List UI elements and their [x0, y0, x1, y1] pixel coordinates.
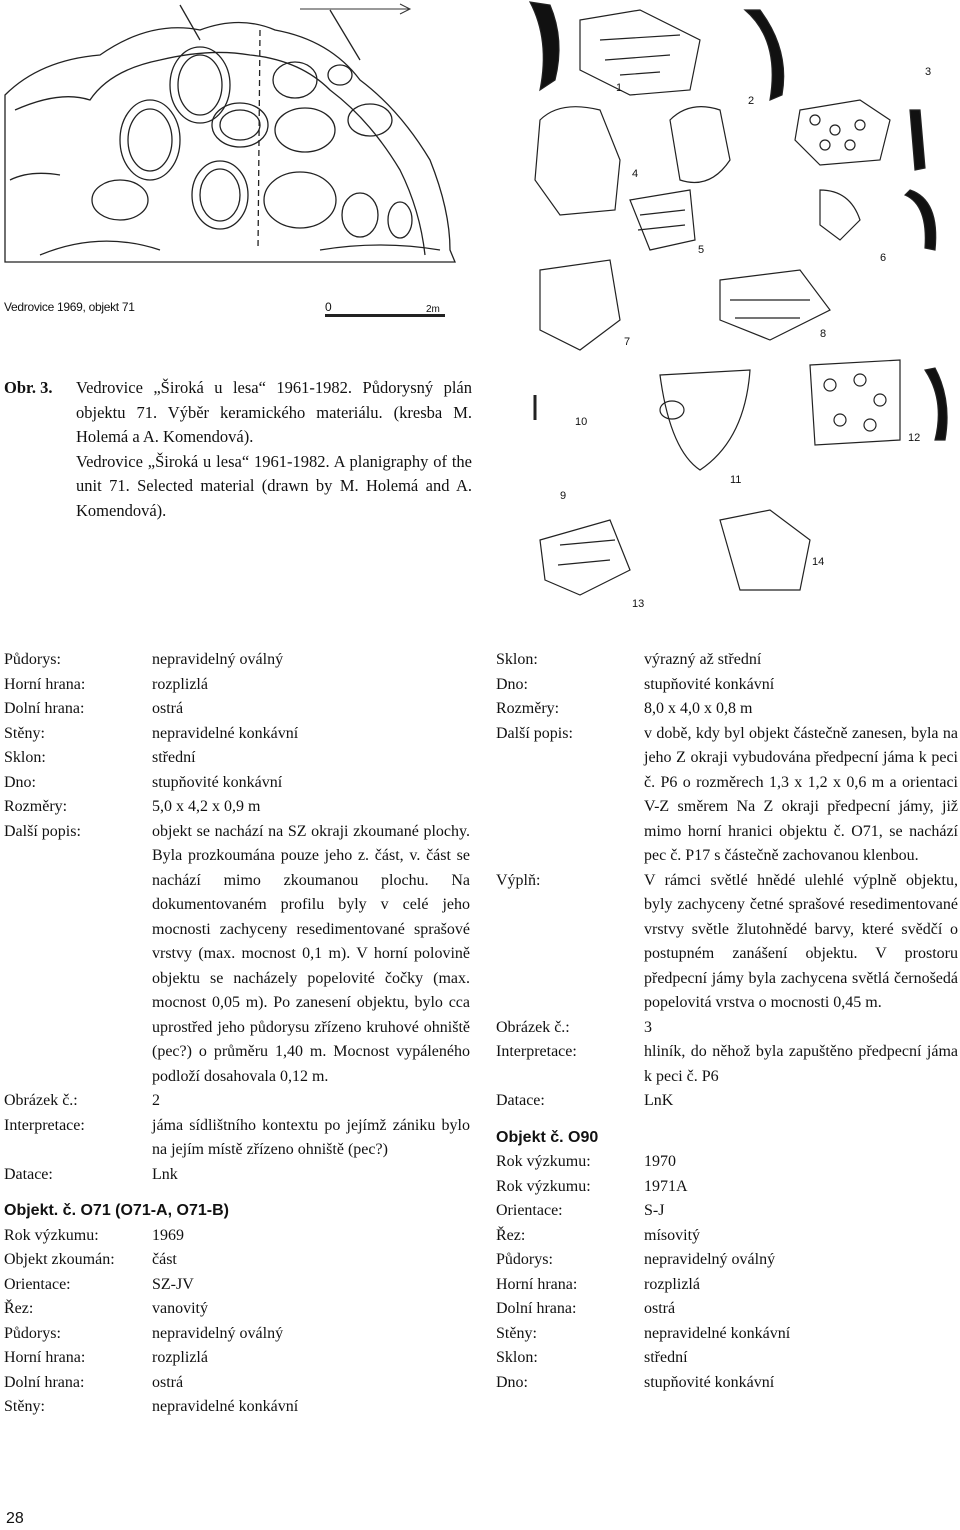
field-label: Rok výzkumu: [496, 1153, 591, 1170]
plan-drawing [0, 0, 460, 300]
right-field-list [496, 648, 958, 1114]
field-row [4, 1114, 470, 1163]
field-label: Dno: [496, 1373, 528, 1391]
field-value: ostrá [152, 700, 184, 717]
field-label: Další popis: [496, 724, 573, 742]
caption-label: Obr. 3. [4, 378, 53, 397]
field-row [4, 722, 470, 747]
field-row [496, 722, 958, 869]
caption-english: Vedrovice „Široká u lesa“ 1961-1982. A planigraphy of the unit 71. Selected material (drawn by M. Holemá and A. Komendová). [76, 451, 472, 520]
field-row [496, 1273, 958, 1298]
field-label: Řez: [496, 1226, 526, 1244]
field-row [4, 1371, 470, 1396]
sherd-number: 14 [812, 556, 825, 568]
field-label: Stěny: [4, 724, 45, 742]
field-row [4, 1395, 470, 1420]
field-label: Sklon: [4, 749, 46, 766]
field-value: ostrá [152, 1373, 184, 1391]
sherd-number: 2 [748, 95, 755, 107]
field-value: výrazný až střední [644, 651, 762, 668]
field-row [496, 673, 958, 698]
field-row [4, 1248, 470, 1273]
o71-field-list [4, 1224, 470, 1420]
field-value: 1971A [644, 1177, 688, 1195]
field-label: Řez: [4, 1300, 34, 1317]
field-row [4, 1163, 470, 1188]
sherd-number: 4 [632, 168, 639, 180]
field-value: část [152, 1251, 177, 1268]
field-row [496, 1371, 958, 1396]
field-value: V rámci světlé hnědé ulehlé výplně objektu, byly zachyceny četné sprašové resedimentované vrstvy světle žlutohnědé barvy, které svědčí o postupném zanášení objektu. V prostoru předpecní jámy byla zachycena světlá černošedá popelovitá vrstva o mocnosti 0,45 m. [644, 871, 958, 1011]
field-label: Stěny: [4, 1398, 45, 1415]
figure-caption [4, 376, 472, 523]
caption-czech: Vedrovice „Široká u lesa“ 1961-1982. Půdorysný plán objektu 71. Výběr keramického materiálu. (kresba M. Holemá a A. Komendová). [76, 378, 472, 446]
field-label: Objekt zkoumán: [4, 1251, 115, 1268]
field-row [496, 1089, 958, 1114]
sherd-number: 9 [560, 490, 567, 502]
field-value: ostrá [644, 1300, 676, 1317]
plan-label: Vedrovice 1969, objekt 71 [4, 300, 135, 314]
object-heading-o90: Objekt č. O90 [496, 1128, 599, 1146]
field-row [4, 771, 470, 796]
sherd-number: 12 [908, 432, 921, 444]
field-label: Rok výzkumu: [496, 1177, 591, 1195]
field-value: S-J [644, 1202, 665, 1219]
o90-field-list [496, 1150, 958, 1395]
sherd-number: 5 [698, 244, 705, 256]
field-value: jáma sídlištního kontextu po jejímž zániku bylo na jejím místě zřízeno ohniště (pec?) [152, 1116, 470, 1158]
sherd-number: 8 [820, 328, 827, 340]
field-row [496, 1224, 958, 1249]
field-value: střední [152, 749, 196, 766]
field-value: 8,0 x 4,0 x 0,8 m [644, 700, 753, 717]
field-label: Horní hrana: [4, 1349, 86, 1366]
sherd-number: 3 [925, 66, 932, 78]
right-column [496, 648, 958, 1395]
field-label: Rozměry: [4, 798, 68, 815]
field-value: nepravidelné konkávní [644, 1324, 791, 1342]
field-value: 1969 [152, 1226, 184, 1244]
field-value: rozplizlá [152, 675, 208, 693]
north-arrow [300, 2, 420, 20]
field-label: Půdorys: [496, 1251, 553, 1268]
scale-start: 0 [325, 300, 332, 314]
left-field-list [4, 648, 470, 1187]
field-label: Další popis: [4, 822, 81, 840]
field-row [4, 697, 470, 722]
sherd-number: 13 [632, 598, 645, 610]
field-value: 2 [152, 1092, 160, 1109]
field-row [496, 1199, 958, 1224]
field-value: stupňovité konkávní [644, 675, 775, 693]
field-row [496, 869, 958, 1016]
field-label: Horní hrana: [496, 1275, 578, 1293]
field-label: Dolní hrana: [4, 1373, 85, 1391]
field-value: nepravidelný oválný [644, 1251, 776, 1268]
object-heading-o71: Objekt. č. O71 (O71-A, O71-B) [4, 1202, 229, 1219]
field-value: stupňovité konkávní [152, 773, 283, 791]
pottery-sherds-drawing [520, 0, 960, 615]
field-label: Dno: [4, 773, 36, 791]
field-row [4, 795, 470, 820]
field-row [4, 1224, 470, 1249]
field-value: stupňovité konkávní [644, 1373, 775, 1391]
field-label: Stěny: [496, 1324, 537, 1342]
field-value: SZ-JV [152, 1275, 194, 1293]
field-row [496, 1248, 958, 1273]
field-label: Orientace: [4, 1275, 71, 1293]
field-value: objekt se nachází na SZ okraji zkoumané plochy. Byla prozkoumána pouze jeho z. část, v. část se nachází mimo zkoumanou plochu. Na dokumentovaném profilu byly v celé jeho mocnosti zachyceny resedimentované sprašové vrstvy (max. mocnost 0,1 m). V horní polovině objektu se nacházely popelovité čočky (max. mocnost 0,05 m). Po zanesení objektu, bylo cca uprostřed jeho půdorysu zřízeno kruhové ohniště (pec?) o průměru 1,40 m. Mocnost vypáleného podloží dosahovala 0,12 m. [152, 822, 470, 1085]
field-row [496, 1016, 958, 1041]
field-value: mísovitý [644, 1226, 701, 1244]
left-column [4, 648, 470, 1420]
field-row [496, 1346, 958, 1371]
field-row [4, 820, 470, 1090]
field-label: Půdorys: [4, 1324, 61, 1342]
field-value: nepravidelný oválný [152, 1324, 284, 1342]
field-row [496, 1297, 958, 1322]
field-row [496, 1040, 958, 1089]
field-row [496, 1150, 958, 1175]
field-row [4, 746, 470, 771]
field-label: Sklon: [496, 1349, 538, 1366]
field-label: Interpretace: [496, 1043, 577, 1060]
field-value: LnK [644, 1092, 674, 1109]
field-value: 5,0 x 4,2 x 0,9 m [152, 798, 261, 815]
field-value: střední [644, 1349, 688, 1366]
field-label: Výplň: [496, 871, 541, 889]
field-row [496, 697, 958, 722]
field-label: Rozměry: [496, 700, 560, 717]
field-label: Obrázek č.: [496, 1018, 570, 1036]
field-label: Dolní hrana: [4, 700, 85, 717]
field-row [4, 1297, 470, 1322]
field-value: nepravidelné konkávní [152, 1398, 299, 1415]
field-label: Sklon: [496, 651, 538, 668]
field-value: nepravidelný oválný [152, 651, 284, 668]
field-value: Lnk [152, 1165, 178, 1183]
field-label: Rok výzkumu: [4, 1226, 99, 1244]
field-value: rozplizlá [644, 1275, 700, 1293]
sherd-number: 11 [730, 474, 742, 486]
field-value: v době, kdy byl objekt částečně zanesen, byla na jeho Z okraji vybudována předpecní jáma k peci č. P6 o rozměrech 1,3 x 1,2 x 0,6 m a orientaci V-Z směrem Na Z okraji předpecní jámy, již mimo horní hranici objektu č. O71, se nachází pec č. P17 s částečně zachovanou klenbou. [644, 724, 958, 864]
sherd-number: 10 [575, 416, 588, 428]
page-number: 28 [6, 1510, 24, 1527]
field-value: vanovitý [152, 1300, 208, 1317]
field-value: nepravidelné konkávní [152, 724, 299, 742]
field-row [4, 1346, 470, 1371]
field-label: Horní hrana: [4, 675, 86, 693]
sherd-number: 6 [880, 252, 887, 264]
field-row [496, 648, 958, 673]
field-row [4, 673, 470, 698]
field-label: Interpretace: [4, 1116, 85, 1134]
field-row [4, 1322, 470, 1347]
field-value: hliník, do něhož byla zapuštěno předpecní jáma k peci č. P6 [644, 1043, 958, 1085]
field-row [4, 648, 470, 673]
field-label: Datace: [496, 1092, 545, 1109]
field-row [496, 1175, 958, 1200]
sherd-number: 7 [624, 336, 631, 348]
field-value: 1970 [644, 1153, 676, 1170]
field-label: Půdorys: [4, 651, 61, 668]
field-label: Dno: [496, 675, 528, 693]
field-label: Orientace: [496, 1202, 563, 1219]
field-label: Datace: [4, 1165, 53, 1183]
field-value: 3 [644, 1018, 652, 1036]
field-row [4, 1089, 470, 1114]
field-label: Obrázek č.: [4, 1092, 78, 1109]
scale-end: 2m [426, 304, 440, 315]
field-label: Dolní hrana: [496, 1300, 577, 1317]
field-value: rozplizlá [152, 1349, 208, 1366]
field-row [4, 1273, 470, 1298]
field-row [496, 1322, 958, 1347]
sherd-number: 1 [616, 82, 623, 94]
